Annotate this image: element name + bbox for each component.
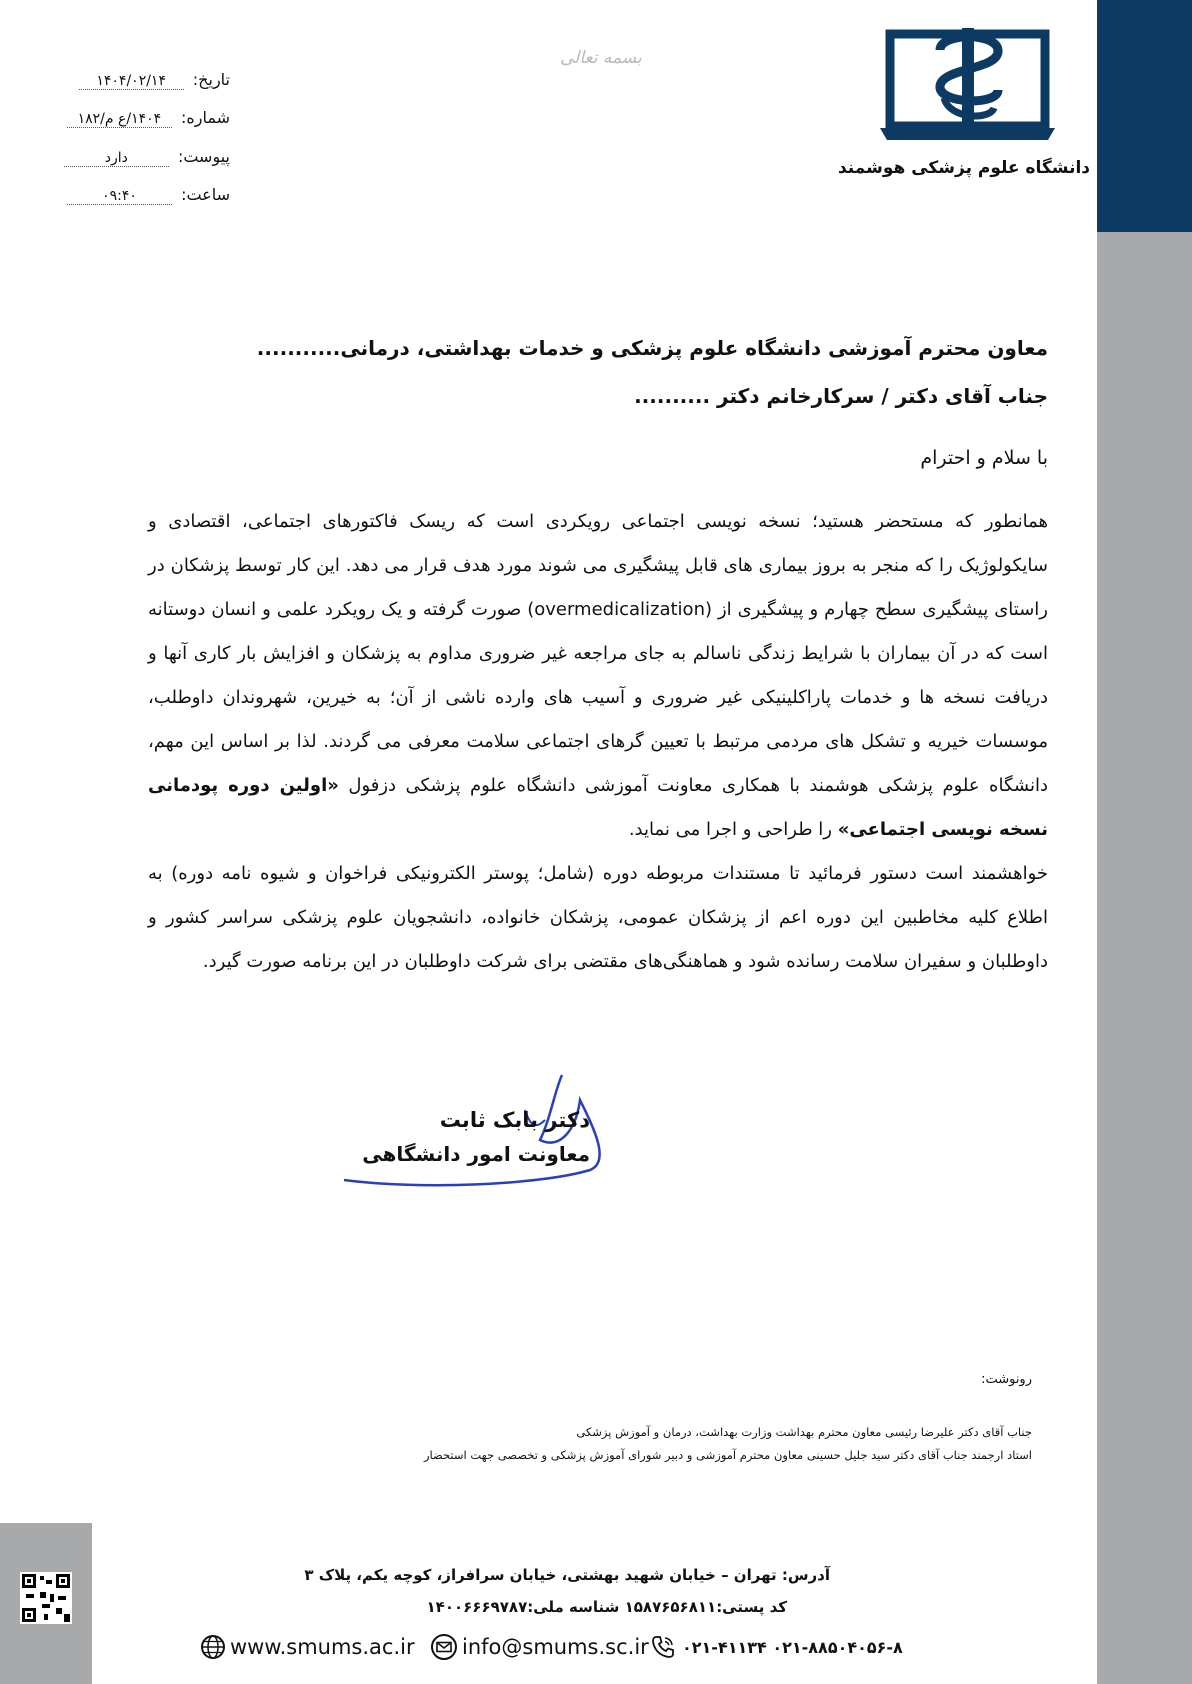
cc-label: رونوشت: bbox=[981, 1372, 1032, 1387]
university-logo bbox=[880, 28, 1065, 148]
signatory-title: معاونت امور دانشگاهی bbox=[362, 1142, 590, 1166]
basmala: بسمه تعالی bbox=[560, 48, 642, 68]
mail-icon bbox=[430, 1634, 458, 1660]
time-value: ۰۹:۴۰ bbox=[67, 188, 172, 205]
course-title: «اولین دوره پودمانی نسخه نویسی اجتماعی» bbox=[148, 775, 1048, 840]
recipient-line-2: جناب آقای دکتر / سرکارخانم دکتر .......... bbox=[634, 384, 1048, 408]
date-value: ۱۴۰۴/۰۲/۱۴ bbox=[79, 73, 184, 90]
footer-email[interactable] bbox=[430, 1634, 649, 1660]
attachment-value: دارد bbox=[64, 150, 169, 167]
globe-icon bbox=[200, 1634, 226, 1660]
email-text[interactable]: info@smums.sc.ir bbox=[462, 1635, 649, 1659]
attachment-label: پیوست: bbox=[177, 147, 230, 166]
footer-phone[interactable] bbox=[650, 1634, 903, 1660]
phone-icon bbox=[650, 1634, 676, 1660]
right-side-bar-accent bbox=[1097, 0, 1192, 232]
number-value: ۱۴۰۴/ع م/۱۸۲ bbox=[67, 111, 172, 128]
attachment-line bbox=[10, 147, 230, 167]
time-label: ساعت: bbox=[181, 185, 230, 204]
letter-body bbox=[148, 500, 1048, 984]
recipient-line-1: معاون محترم آموزشی دانشگاه علوم پزشکی و خدمات بهداشتی، درمانی........... bbox=[256, 336, 1048, 360]
date-label: تاریخ: bbox=[192, 70, 230, 89]
logo-text: دانشگاه علوم پزشکی هوشمند bbox=[837, 158, 1090, 178]
right-side-bar bbox=[1097, 0, 1192, 1684]
number-line bbox=[10, 108, 230, 128]
website-text[interactable]: www.smums.ac.ir bbox=[230, 1635, 415, 1659]
phone-text[interactable]: ۰۲۱-۸۸۵۰۴۰۵۶-۸ ۰۲۱-۴۱۱۳۴ bbox=[682, 1637, 903, 1657]
signatory-name: دکتر بابک ثابت bbox=[439, 1108, 590, 1132]
side-bar-divider bbox=[1094, 0, 1097, 1684]
footer-website[interactable] bbox=[200, 1634, 415, 1660]
date-line bbox=[10, 70, 230, 90]
footer-postal: کد پستی:۱۵۸۷۶۵۶۸۱۱ شناسه ملی:۱۴۰۰۶۶۶۹۷۸۷ bbox=[426, 1598, 787, 1616]
time-line bbox=[10, 185, 230, 205]
qr-code-icon bbox=[20, 1572, 72, 1624]
greeting: با سلام و احترام bbox=[920, 447, 1048, 469]
number-label: شماره: bbox=[180, 108, 230, 127]
body-paragraph-1 bbox=[148, 500, 1048, 852]
cc-line-2: استاد ارجمند جناب آقای دکتر سید جلیل حسینی معاون محترم آموزشی و دبیر شورای آموزش پزشکی و تخصصی جهت استحضار bbox=[423, 1448, 1032, 1462]
footer-address: آدرس: تهران – خیابان شهید بهشتی، خیابان سرافراز، کوچه یکم، پلاک ۳ bbox=[304, 1566, 830, 1584]
paragraph-1-end: را طراحی و اجرا می نماید. bbox=[628, 819, 832, 840]
cc-line-1: جناب آقای دکتر علیرضا رئیسی معاون محترم بهداشت وزارت بهداشت، درمان و آموزش پزشکی bbox=[576, 1425, 1032, 1439]
paragraph-1-text: همانطور که مستحضر هستید؛ نسخه نویسی اجتماعی رویکردی است که ریسک فاکتورهای اجتماعی، اقتصادی و سایکولوژیک را که منجر به بروز بیماری های قابل پیشگیری می شوند مورد هدف قرار می دهد. این کار توسط پزشکان در راستای پیشگیری سطح چهارم و پیشگیری از (overmedicalization) صورت گرفته و یک رویکرد علمی و انسان دوستانه است که در آن بیماران با شرایط زندگی ناسالم به جای مراجعه غیر ضروری مداوم به پزشکان و افزایش بار کاری آنها و دریافت نسخه ها و خدمات پاراکلینیکی غیر ضروری و آسیب های وارده ناشی از آن؛ به خیرین، شهروندان داوطلب، موسسات خیریه و تشکل های مردمی مرتبط با تعیین گرهای اجتماعی سلامت معرفی می گردند. لذا بر اساس این مهم، دانشگاه علوم پزشکی هوشمند با همکاری معاونت آموزشی دانشگاه علوم پزشکی دزفول bbox=[148, 511, 1048, 796]
body-paragraph-2: خواهشمند است دستور فرمائید تا مستندات مربوطه دوره (شامل؛ پوستر الکترونیکی فراخوان و شیوه نامه دوره) به اطلاع کلیه مخاطبین این دوره اعم از پزشکان عمومی، پزشکان خانواده، دانشجویان علوم پزشکی سراسر کشور و داوطلبان و سفیران سلامت رسانده شود و هماهنگی‌های مقتضی برای شرکت داوطلبان در این برنامه صورت گیرد. bbox=[148, 863, 1048, 972]
